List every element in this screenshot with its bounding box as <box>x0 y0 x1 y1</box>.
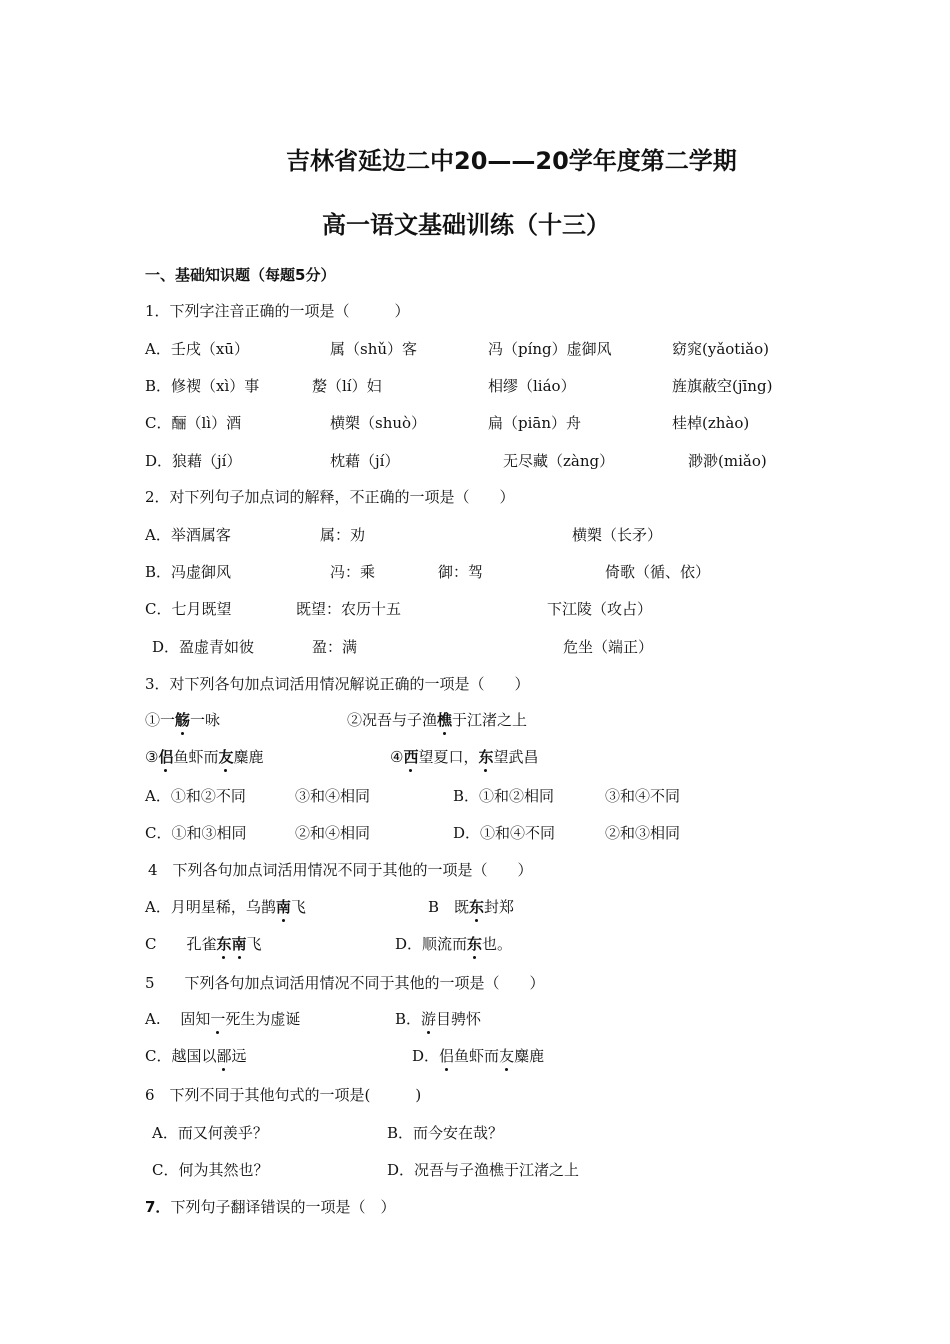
q4-opt-d: D．顺流而东也。 <box>395 935 513 953</box>
q3-opt-c-1: C．①和③相同 <box>145 824 247 842</box>
q2-c-1: C．七月既望 <box>145 600 232 618</box>
section-heading: 一、基础知识题（每题5分） <box>145 266 336 284</box>
q2-c-2: 既望：农历十五 <box>296 600 402 618</box>
dotted-word: 友 <box>218 748 234 766</box>
dotted-word: 东 <box>467 935 483 953</box>
q6-opt-b: B．而今安在哉？ <box>387 1124 504 1142</box>
q1-c-2: 横槊（shuò） <box>330 414 427 432</box>
q1-stem: 1．下列字注音正确的一项是（ ） <box>145 302 410 320</box>
q2-b-3: 御：驾 <box>438 563 484 581</box>
q3-sentence-4: ④西望夏口，东望武昌 <box>390 748 539 766</box>
dotted-word: 南 <box>231 935 247 953</box>
dotted-word: 游 <box>421 1010 437 1028</box>
dotted-word: 鄙 <box>216 1047 232 1065</box>
q1-a-2: 属（shǔ）客 <box>330 340 418 358</box>
q1-b-4: 旌旗蔽空(jīng) <box>672 377 773 395</box>
dotted-word: 友 <box>499 1047 515 1065</box>
q3-opt-a-1: A．①和②不同 <box>145 787 246 805</box>
dotted-word: 侣 <box>439 1047 455 1065</box>
dotted-word: 觞 <box>175 711 191 729</box>
q2-a-1: A．举酒属客 <box>145 526 231 544</box>
q3-opt-d-1: D．①和④不同 <box>453 824 556 842</box>
q1-a-3: 冯（píng）虚御风 <box>488 340 612 358</box>
q5-opt-a: A. 固知一死生为虚诞 <box>145 1010 301 1028</box>
q3-opt-b-1: B．①和②相同 <box>453 787 555 805</box>
q3-opt-d-2: ②和③相同 <box>605 824 681 842</box>
dotted-word: 一 <box>210 1010 226 1028</box>
q7-number: 7． <box>145 1198 171 1216</box>
q2-a-3: 横槊（长矛） <box>572 526 663 544</box>
q4-opt-c: C 孔雀东南飞 <box>145 935 262 953</box>
q1-b-1: B．修褉（xì）事 <box>145 377 260 395</box>
q7-stem: 7．下列句子翻译错误的一项是（ ） <box>145 1198 396 1216</box>
dotted-word: 侣 <box>158 748 174 766</box>
q1-b-3: 相缪（liáo） <box>488 377 576 395</box>
q1-d-1: D．狼藉（jí） <box>145 452 242 470</box>
q1-d-2: 枕藉（jí） <box>330 452 400 470</box>
dotted-word: 西 <box>403 748 419 766</box>
q1-a-1: A．壬戌（xū） <box>145 340 249 358</box>
q6-opt-d: D．况吾与子渔樵于江渚之上 <box>387 1161 580 1179</box>
q6-opt-a: A．而又何羡乎？ <box>152 1124 268 1142</box>
q2-a-2: 属：劝 <box>320 526 366 544</box>
dotted-word: 樵 <box>437 711 453 729</box>
dotted-word: 东 <box>216 935 232 953</box>
q5-opt-b: B．游目骋怀 <box>395 1010 482 1028</box>
q3-stem: 3．对下列各句加点词活用情况解说正确的一项是（ ） <box>145 675 530 693</box>
q4-opt-a: A．月明星稀，乌鹊南飞 <box>145 898 306 916</box>
q2-b-4: 倚歌（循、依） <box>605 563 711 581</box>
dotted-word: 东 <box>469 898 485 916</box>
q1-c-4: 桂棹(zhào) <box>672 414 750 432</box>
q2-d-3: 危坐（端正） <box>563 638 654 656</box>
dotted-word: 南 <box>275 898 291 916</box>
q1-d-3: 无尽藏（zàng） <box>503 452 615 470</box>
q1-b-2: 嫠（lí）妇 <box>312 377 382 395</box>
q3-sentence-2: ②况吾与子渔樵于江渚之上 <box>347 711 528 729</box>
q3-opt-b-2: ③和④不同 <box>605 787 681 805</box>
q3-opt-c-2: ②和④相同 <box>295 824 371 842</box>
q1-c-3: 扁（piān）舟 <box>488 414 582 432</box>
q1-d-4: 渺渺(miǎo) <box>688 452 767 470</box>
doc-title-line2: 高一语文基础训练（十三） <box>322 211 610 239</box>
q3-sentence-1: ①一觞一咏 <box>145 711 221 729</box>
q6-stem: 6 下列不同于其他句式的一项是( ) <box>145 1086 422 1104</box>
q3-opt-a-2: ③和④相同 <box>295 787 371 805</box>
q2-d-2: 盈：满 <box>312 638 358 656</box>
dotted-word: 东 <box>478 748 494 766</box>
q2-d-1: D．盈虚青如彼 <box>152 638 255 656</box>
q2-b-2: 冯：乘 <box>330 563 376 581</box>
q4-opt-b: B 既东封郑 <box>428 898 515 916</box>
q3-sentence-3: ③侣鱼虾而友麋鹿 <box>145 748 264 766</box>
q5-opt-c: C．越国以鄙远 <box>145 1047 247 1065</box>
q2-stem: 2．对下列句子加点词的解释，不正确的一项是（ ） <box>145 488 515 506</box>
q1-c-1: C．酾（lì）酒 <box>145 414 242 432</box>
q5-opt-d: D．侣鱼虾而友麋鹿 <box>412 1047 545 1065</box>
q4-stem: 4 下列各句加点词活用情况不同于其他的一项是（ ） <box>148 861 533 879</box>
doc-title-line1: 吉林省延边二中20——20学年度第二学期 <box>286 147 737 175</box>
q1-a-4: 窈窕(yǎotiǎo) <box>672 340 769 358</box>
q2-b-1: B．冯虚御风 <box>145 563 232 581</box>
q5-stem: 5 下列各句加点词活用情况不同于其他的一项是（ ） <box>145 974 545 992</box>
q6-opt-c: C．何为其然也？ <box>152 1161 269 1179</box>
q2-c-3: 下江陵（攻占） <box>547 600 653 618</box>
